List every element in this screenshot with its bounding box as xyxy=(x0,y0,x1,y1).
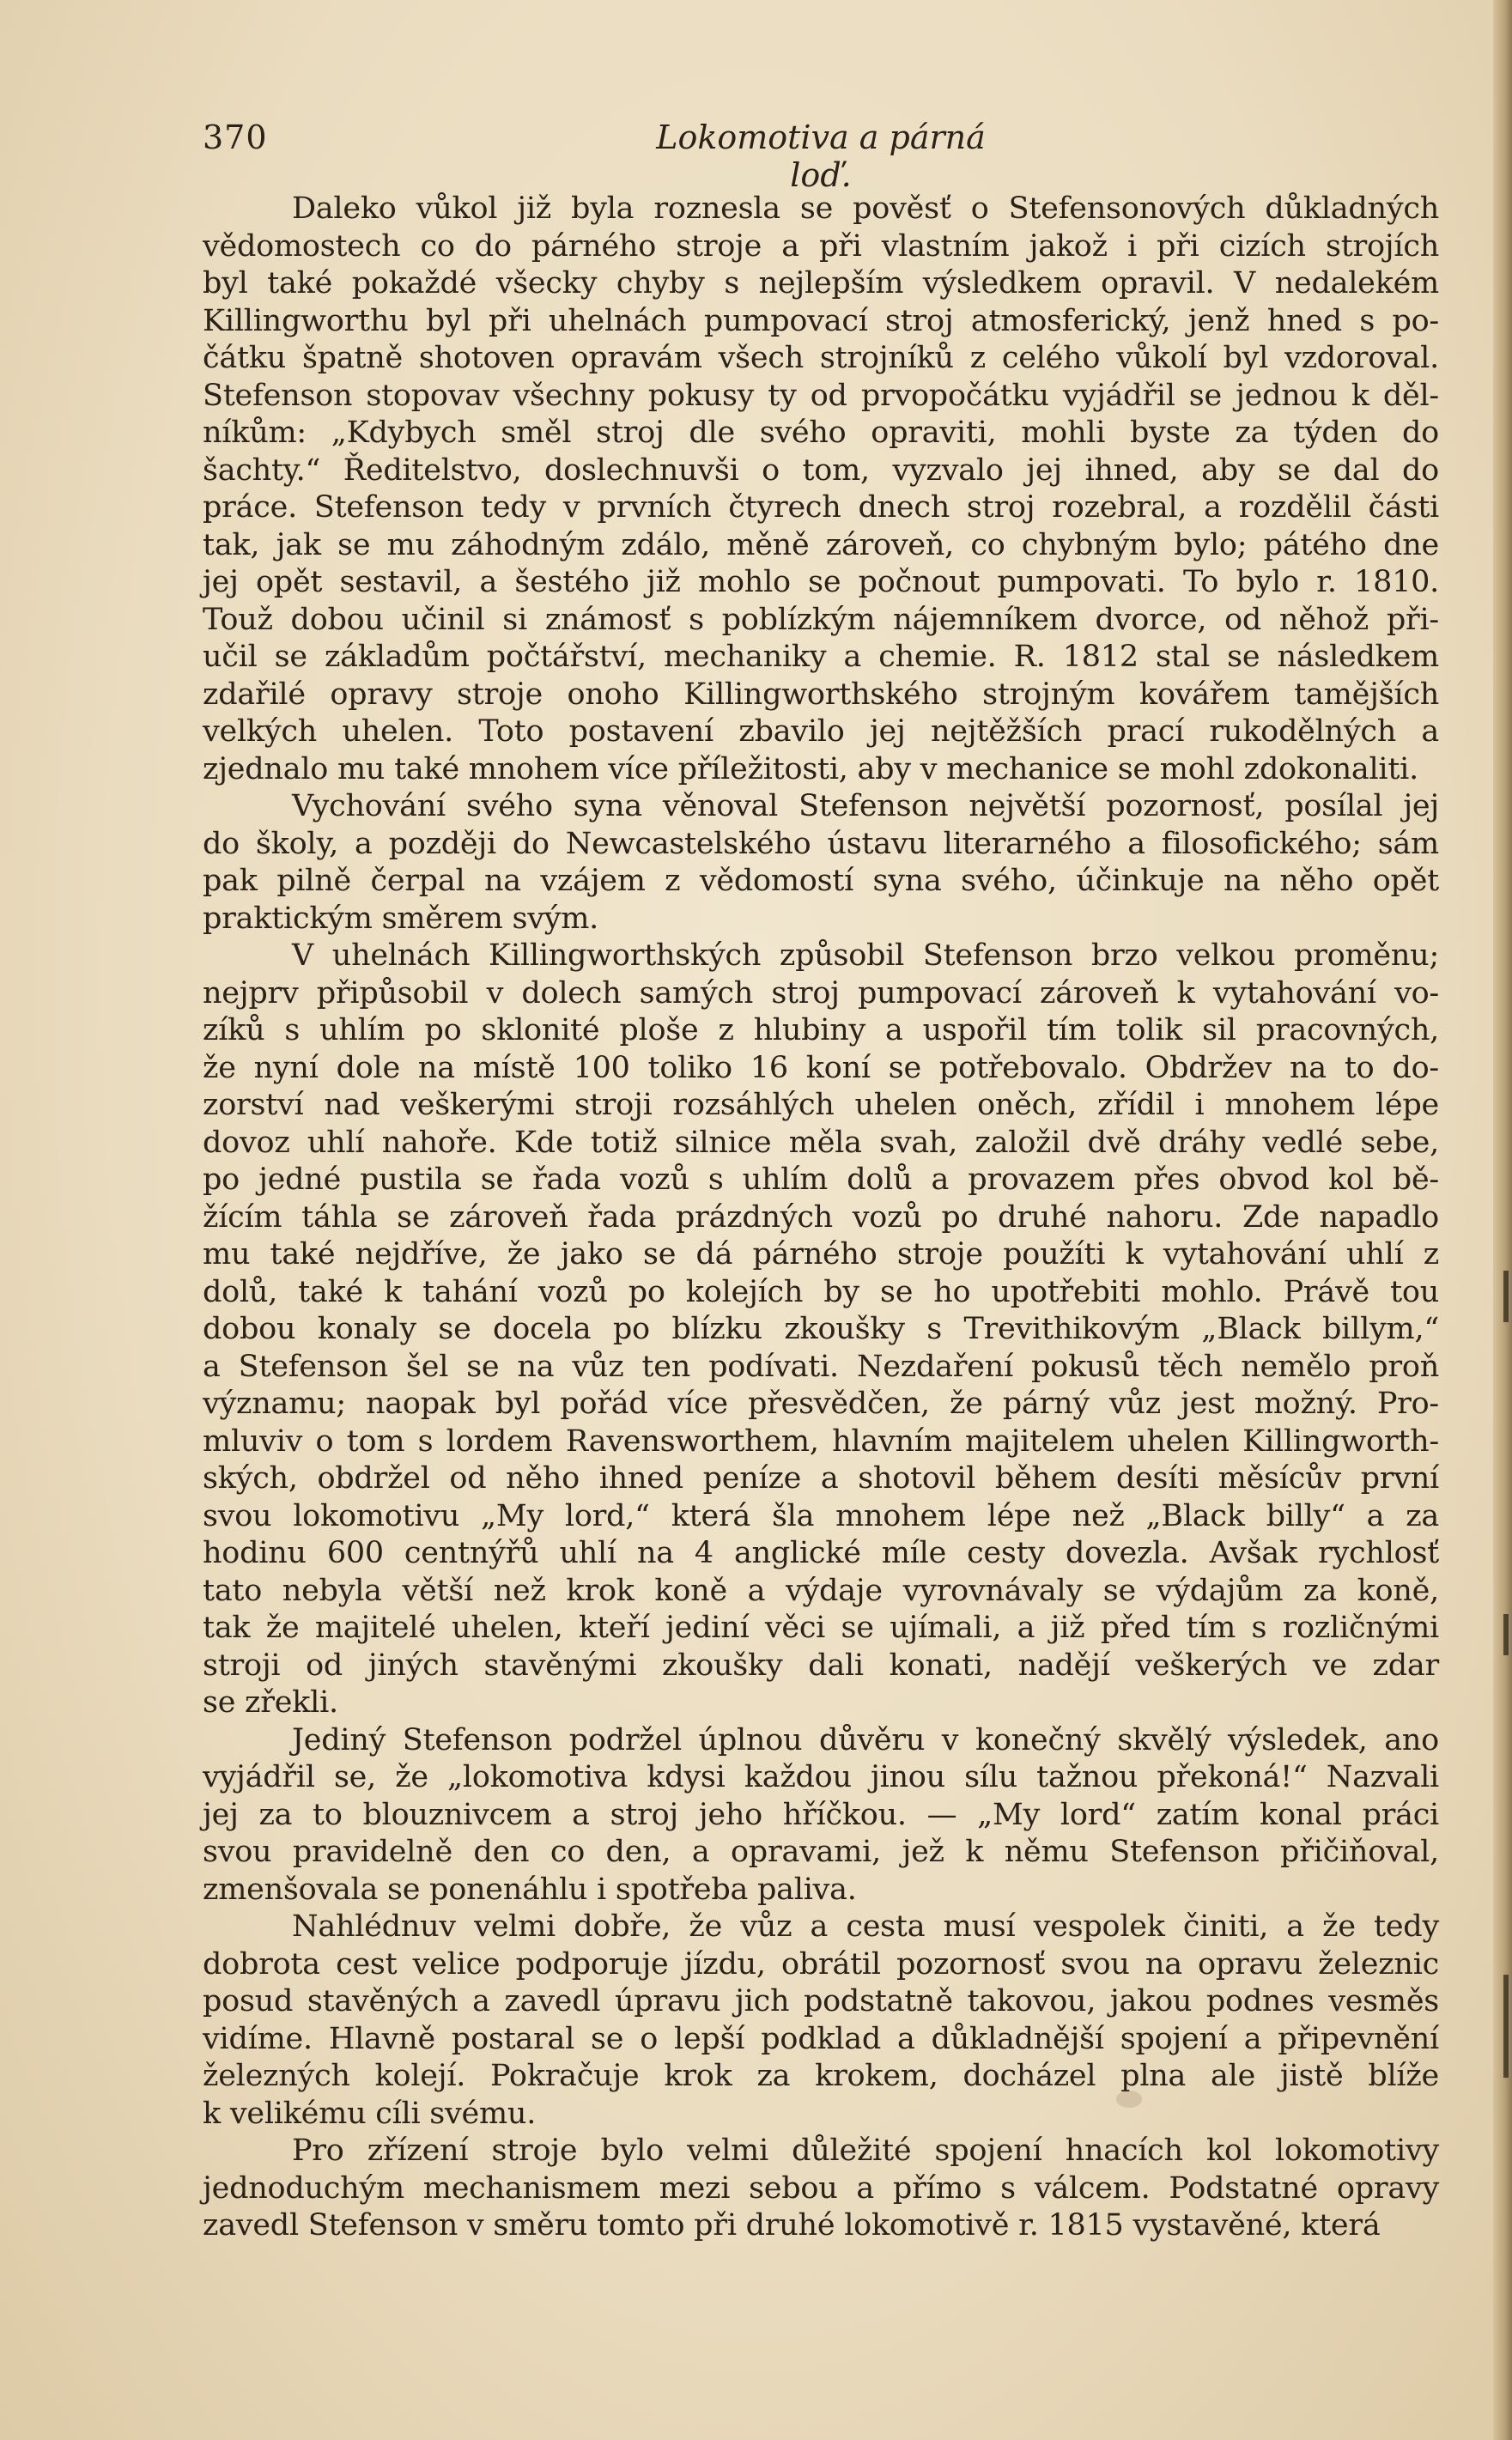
text-line: čátku špatně shotoven opravám všech strojníků z celého vůkolí byl vzdoroval. xyxy=(203,341,1439,375)
text-line: mluviv o tom s lordem Ravensworthem, hlavním majitelem uhelen Killingworth- xyxy=(203,1423,1439,1459)
text-line: po jedné pustila se řada vozů s uhlím dolů a provazem přes obvod kol bě- xyxy=(203,1162,1439,1197)
text-line: Vychování svého syna věnoval Stefenson největší pozornosť, posílal jej xyxy=(292,789,1439,823)
text-line: byl také pokaždé všecky chyby s nejlepším výsledkem opravil. V nedalekém xyxy=(203,266,1439,300)
edge-mark xyxy=(1503,1614,1509,1655)
text-line: že nyní dole na místě 100 toliko 16 koní se potřebovalo. Obdržev na to do- xyxy=(203,1050,1439,1085)
text-line: dobou konaly se docela po blízku zkoušky s Trevithikovým „Black billym,“ xyxy=(203,1312,1439,1346)
text-line: praktickým směrem svým. xyxy=(203,901,599,936)
text-line: zavedl Stefenson v směru tomto při druhé lokomotivě r. 1815 vystavěné, která xyxy=(203,2208,1381,2243)
text-line: ských, obdržel od něho ihned peníze a shotovil během desíti měsícův první xyxy=(203,1461,1439,1496)
text-line: zorství nad veškerými stroji rozsáhlých uhelen oněch, zřídil i mnohem lépe xyxy=(203,1088,1439,1122)
paragraph xyxy=(203,1722,1439,1909)
running-title: Lokomotiva a párná loď. xyxy=(656,118,986,194)
text-line: práce. Stefenson tedy v prvních čtyrech dnech stroj rozebral, a rozdělil části xyxy=(203,490,1439,525)
text-line: a Stefenson šel se na vůz ten podívati. Nezdaření pokusů těch nemělo proň xyxy=(203,1349,1439,1384)
text-line: svou pravidelně den co den, a opravami, jež k němu Stefenson přičiňoval, xyxy=(203,1835,1439,1869)
paragraph xyxy=(203,788,1439,938)
text-line: vidíme. Hlavně postaral se o lepší podklad a důkladnější spojení a připevnění xyxy=(203,2021,1439,2056)
text-line: jej za to blouznivcem a stroj jeho hříčkou. — „My lord“ zatím konal práci xyxy=(203,1797,1439,1832)
edge-mark xyxy=(1503,1975,1509,2078)
text-line: dolů, také k tahání vozů po kolejích by se ho upotřebiti mohlo. Právě tou xyxy=(203,1274,1439,1309)
text-line: k velikému cíli svému. xyxy=(203,2096,537,2131)
text-line: níkům: „Kdybych směl stroj dle svého opraviti, mohli byste za týden do xyxy=(203,416,1439,450)
paragraph xyxy=(203,1909,1439,2133)
text-line: se zřekli. xyxy=(203,1685,338,1720)
text-line: železných kolejí. Pokračuje krok za krokem, docházel plna ale jistě blíže xyxy=(203,2059,1439,2093)
text-line: zmenšovala se ponenáhlu i spotřeba paliva. xyxy=(203,1872,857,1907)
page-edge xyxy=(1493,0,1512,2440)
text-line: svou lokomotivu „My lord,“ která šla mnohem lépe než „Black billy“ a za xyxy=(203,1498,1439,1533)
text-line: vědomostech co do párného stroje a při vlastním jakož i při cizích strojích xyxy=(203,228,1439,264)
text-line: do školy, a později do Newcastelského ústavu literarného a filosofického; sám xyxy=(203,826,1439,861)
text-line: pak pilně čerpal na vzájem z vědomostí syna svého, účinkuje na něho opět xyxy=(203,864,1439,898)
text-line: jednoduchým mechanismem mezi sebou a přímo s válcem. Podstatné opravy xyxy=(203,2170,1439,2206)
text-line: jej opět sestavil, a šestého již mohlo se počnout pumpovati. To bylo r. 1810. xyxy=(203,565,1439,599)
text-line: V uhelnách Killingworthských způsobil Stefenson brzo velkou proměnu; xyxy=(292,938,1439,973)
text-line: stroji od jiných stavěnými zkoušky dali konati, nadějí veškerých ve zdar xyxy=(203,1648,1439,1683)
text-line: Pro zřízení stroje bylo velmi důležité spojení hnacích kol lokomotivy xyxy=(292,2133,1439,2168)
body-text xyxy=(203,191,1439,2245)
text-line: zdařilé opravy stroje onoho Killingworthského strojným kovářem tamějších xyxy=(203,677,1439,712)
text-line: vyjádřil se, že „lokomotiva kdysi každou jinou sílu tažnou překoná!“ Nazvali xyxy=(203,1760,1439,1794)
text-line: žícím táhla se zároveň řada prázdných vozů po druhé nahoru. Zde napadlo xyxy=(203,1199,1439,1235)
text-line: dovoz uhlí nahoře. Kde totiž silnice měla svah, založil dvě dráhy vedlé sebe, xyxy=(203,1125,1439,1160)
text-line: zjednalo mu také mnohem více příležitosti, aby v mechanice se mohl zdokonaliti. xyxy=(203,751,1419,786)
edge-mark xyxy=(1503,1271,1509,1322)
text-line: Daleko vůkol již byla roznesla se pověsť o Stefensonových důkladných xyxy=(292,191,1439,226)
text-line: Jediný Stefenson podržel úplnou důvěru v konečný skvělý výsledek, ano xyxy=(292,1722,1439,1757)
text-line: Touž dobou učinil si známosť s poblízkým nájemníkem dvorce, od něhož při- xyxy=(203,602,1439,637)
text-line: významu; naopak byl pořád více přesvědčen, že párný vůz jest možný. Pro- xyxy=(203,1387,1439,1421)
text-line: Nahlédnuv velmi dobře, že vůz a cesta musí vespolek činiti, a že tedy xyxy=(292,1909,1439,1944)
text-line: šachty.“ Ředitelstvo, doslechnuvši o tom, vyzvalo jej ihned, aby se dal do xyxy=(203,452,1439,488)
text-line: Stefenson stopovav všechny pokusy ty od prvopočátku vyjádřil se jednou k děl- xyxy=(203,378,1439,413)
text-line: hodinu 600 centnýřů uhlí na 4 anglické míle cesty dovezla. Avšak rychlosť xyxy=(203,1536,1439,1570)
paragraph xyxy=(203,191,1439,788)
text-line: tak že majitelé uhelen, kteří jediní věci se ujímali, a již před tím s rozličnými xyxy=(203,1611,1439,1645)
text-line: tak, jak se mu záhodným zdálo, měně zároveň, co chybným bylo; pátého dne xyxy=(203,527,1439,562)
page-number: 370 xyxy=(203,118,268,156)
paragraph xyxy=(203,2133,1439,2245)
text-line: tato nebyla větší než krok koně a výdaje vyrovnávaly se výdajům za koně, xyxy=(203,1573,1439,1608)
text-line: dobrota cest velice podporuje jízdu, obrátil pozornosť svou na opravu železnic xyxy=(203,1946,1439,1982)
text-line: mu také nejdříve, že jako se dá párného stroje použíti k vytahování uhlí z xyxy=(203,1237,1439,1272)
text-line: posud stavěných a zavedl úpravu jich podstatně takovou, jakou podnes vesměs xyxy=(203,1984,1439,2018)
page-header xyxy=(203,118,1439,194)
text-line: nejprv připůsobil v dolech samých stroj pumpovací zároveň k vytahování vo- xyxy=(203,975,1439,1011)
text-line: učil se základům počtářství, mechaniky a chemie. R. 1812 stal se následkem xyxy=(203,640,1439,674)
text-line: zíků s uhlím po sklonité ploše z hlubiny a uspořil tím tolik sil pracovných, xyxy=(203,1013,1439,1047)
text-line: velkých uhelen. Toto postavení zbavilo jej nejtěžších prací rukodělných a xyxy=(203,714,1439,749)
paragraph xyxy=(203,938,1439,1722)
text-line: Killingworthu byl při uhelnách pumpovací stroj atmosferický, jenž hned s po- xyxy=(203,303,1439,338)
